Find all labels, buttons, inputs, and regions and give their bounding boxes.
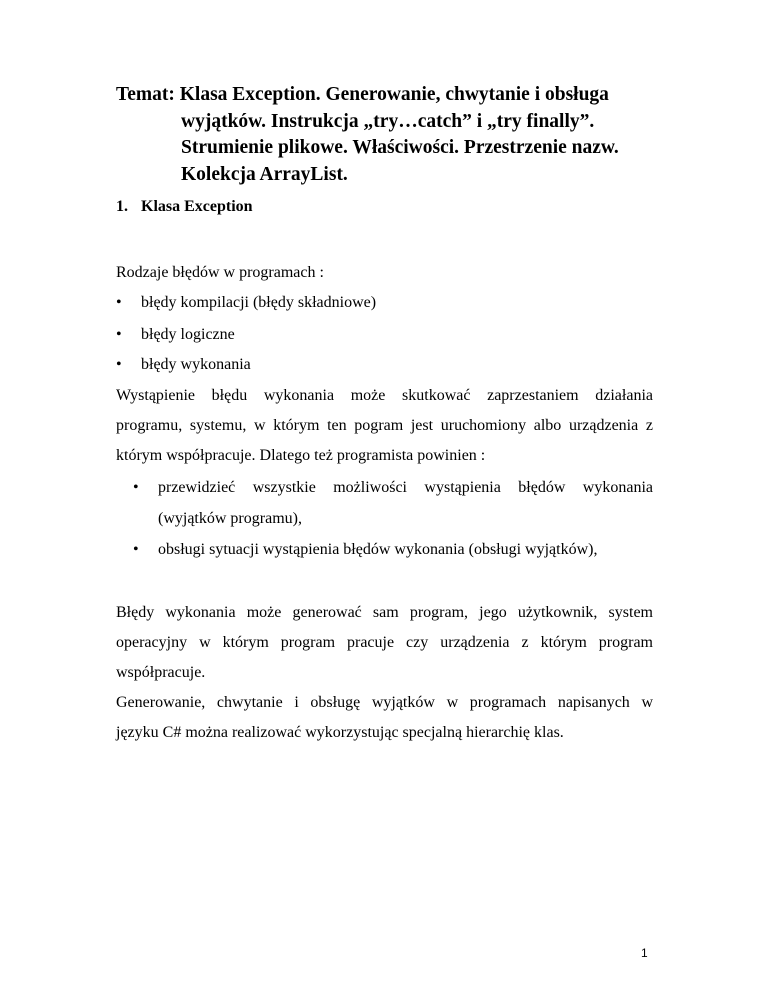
paragraph-text: Generowanie, chwytanie i obsługę wyjątków w programach napisanych w bbox=[116, 694, 653, 711]
list-item-text: obsługi sytuacji wystąpienia błędów wykonania (obsługi wyjątków), bbox=[158, 541, 598, 558]
paragraph-1-line-1 bbox=[116, 386, 653, 406]
list-item-continuation: (wyjątków programu), bbox=[158, 510, 302, 527]
bullet-icon: • bbox=[116, 326, 122, 343]
section-heading-text: Klasa Exception bbox=[141, 198, 253, 215]
title-line-2: wyjątków. Instrukcja „try…catch” i „try finally”. bbox=[181, 110, 595, 132]
bullet-icon: • bbox=[116, 356, 122, 373]
section-number: 1. bbox=[116, 198, 128, 215]
paragraph-3-line-1 bbox=[116, 693, 653, 713]
bullet-icon: • bbox=[133, 479, 139, 496]
paragraph-text: programu, systemu, w którym ten pogram jest uruchomiony albo urządzenia z bbox=[116, 417, 653, 434]
list-item-text: błędy wykonania bbox=[141, 356, 251, 373]
list-item-text: błędy kompilacji (błędy składniowe) bbox=[141, 294, 377, 311]
paragraph-text: Wystąpienie błędu wykonania może skutkować zaprzestaniem działania bbox=[116, 387, 653, 404]
bullet-icon: • bbox=[133, 541, 139, 558]
paragraph-3-line-2: języku C# można realizować wykorzystując specjalną hierarchię klas. bbox=[116, 724, 564, 741]
section-heading bbox=[116, 197, 253, 217]
paragraph-2-line-2 bbox=[116, 633, 653, 653]
paragraph-1-line-2 bbox=[116, 416, 653, 436]
title-line-4: Kolekcja ArrayList. bbox=[181, 163, 348, 185]
bullet-icon: • bbox=[116, 294, 122, 311]
document-title bbox=[116, 82, 676, 188]
paragraph-1-line-3: którym współpracuje. Dlatego też programista powinien : bbox=[116, 447, 486, 464]
list-item-text: przewidzieć wszystkie możliwości wystąpienia błędów wykonania bbox=[158, 479, 653, 496]
page-number: 1 bbox=[641, 946, 648, 960]
intro-text: Rodzaje błędów w programach : bbox=[116, 264, 324, 281]
title-line-1: Temat: Klasa Exception. Generowanie, chwytanie i obsługa bbox=[116, 84, 609, 105]
paragraph-2-line-1 bbox=[116, 603, 653, 623]
paragraph-text: operacyjny w którym program pracuje czy urządzenia z którym program bbox=[116, 634, 653, 651]
paragraph-2-line-3: współpracuje. bbox=[116, 664, 206, 681]
title-line-3: Strumienie plikowe. Właściwości. Przestrzenie nazw. bbox=[181, 137, 619, 158]
paragraph-text: Błędy wykonania może generować sam program, jego użytkownik, system bbox=[116, 604, 653, 621]
list-item-text: błędy logiczne bbox=[141, 326, 235, 343]
